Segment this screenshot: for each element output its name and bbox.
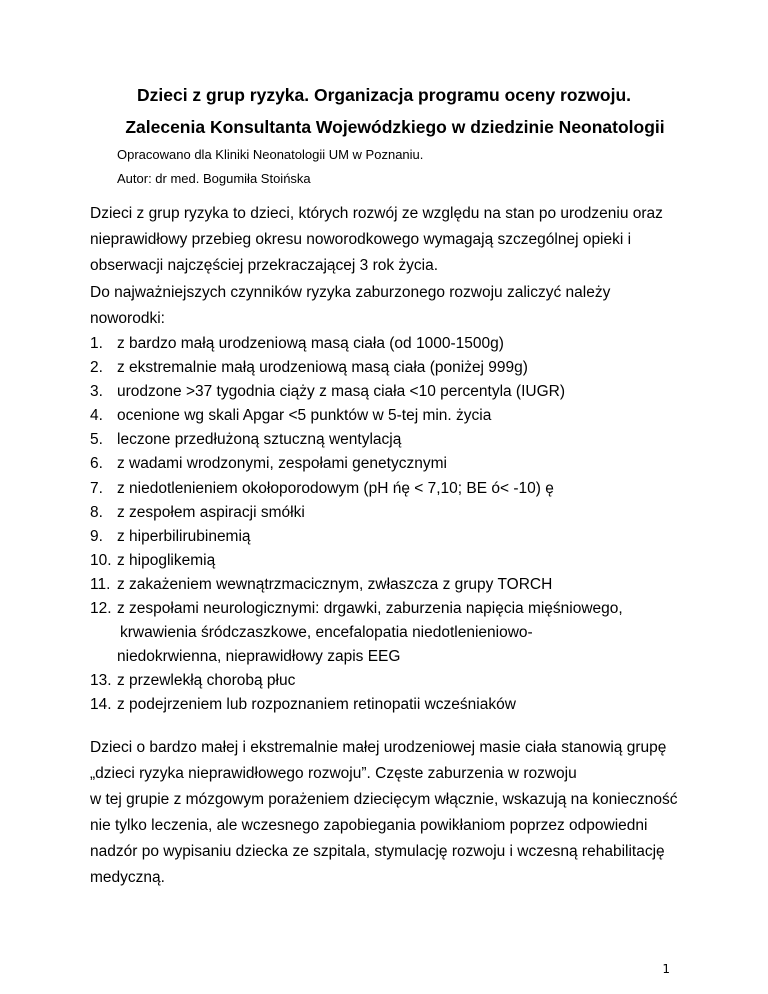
list-item-number: 6. xyxy=(90,455,103,473)
list-item-number: 9. xyxy=(90,527,103,545)
list-item-text: leczone przedłużoną sztuczną wentylacją xyxy=(117,431,402,449)
list-item-number: 3. xyxy=(90,383,103,401)
conclusion-line: nie tylko leczenia, ale wczesnego zapobiegania powikłaniom poprzez odpowiedni xyxy=(90,817,648,834)
list-item-text: z hipoglikemią xyxy=(117,551,216,569)
list-item xyxy=(90,356,690,380)
list-item-text: z ekstremalnie małą urodzeniową masą ciała (poniżej 999g) xyxy=(117,359,528,377)
list-item-number: 2. xyxy=(90,359,103,377)
list-item-number: 5. xyxy=(90,431,103,449)
list-item xyxy=(90,332,690,356)
author-note: Autor: dr med. Bogumiła Stoińska xyxy=(117,171,311,186)
list-item-text: z hiperbilirubinemią xyxy=(117,527,251,545)
list-item-number: 13. xyxy=(90,672,112,690)
list-item-text: urodzone >37 tygodnia ciąży z masą ciała <10 percentyla (IUGR) xyxy=(117,383,566,401)
factors-intro-paragraph xyxy=(90,280,690,332)
list-item-number: 7. xyxy=(90,479,103,497)
list-item xyxy=(90,525,690,549)
list-item-text: z zespołami neurologicznymi: drgawki, zaburzenia napięcia mięśniowego, xyxy=(117,600,623,618)
list-item xyxy=(90,380,690,404)
list-item xyxy=(90,452,690,476)
conclusion-line: medyczną. xyxy=(90,869,165,886)
list-item xyxy=(90,669,690,693)
list-item-number: 10. xyxy=(90,551,112,569)
list-item-text: z zespołem aspiracji smółki xyxy=(117,503,305,521)
intro-line: obserwacji najczęściej przekraczającej 3 rok życia. xyxy=(90,257,439,274)
prepared-for-note: Opracowano dla Kliniki Neonatologii UM w Poznaniu. xyxy=(117,147,424,162)
list-item xyxy=(90,597,690,669)
list-item-text: z niedotlenieniem okołoporodowym (pH ńę < 7,10; BE ó< -10) ę xyxy=(117,479,554,497)
list-item-text: z zakażeniem wewnątrzmacicznym, zwłaszcza z grupy TORCH xyxy=(117,575,553,593)
list-item xyxy=(90,549,690,573)
list-item-text: ocenione wg skali Apgar <5 punktów w 5-tej min. życia xyxy=(117,407,492,425)
list-item-text: z bardzo małą urodzeniową masą ciała (od 1000-1500g) xyxy=(117,335,504,352)
list-item xyxy=(90,693,690,717)
conclusion-line: w tej grupie z mózgowym porażeniem dziecięcym włącznie, wskazują na konieczność xyxy=(90,791,678,808)
list-item-number: 11. xyxy=(90,575,111,593)
list-item-number: 1. xyxy=(90,335,103,352)
document-title-line-2: Zalecenia Konsultanta Wojewódzkiego w dziedzinie Neonatologii xyxy=(125,117,665,137)
page-number: 1 xyxy=(662,962,670,976)
intro-line: nieprawidłowy przebieg okresu noworodkowego wymagają szczególnej opieki i xyxy=(90,231,632,248)
list-item-continuation: niedokrwienna, nieprawidłowy zapis EEG xyxy=(117,648,401,666)
conclusion-line: Dzieci o bardzo małej i ekstremalnie małej urodzeniowej masie ciała stanowią grupę xyxy=(90,739,667,756)
risk-factors-list xyxy=(90,332,690,718)
list-item-continuation: krwawienia śródczaszkowe, encefalopatia niedotlenieniowo- xyxy=(120,624,533,642)
list-item-text: z wadami wrodzonymi, zespołami genetycznymi xyxy=(117,455,447,473)
intro-paragraph xyxy=(90,201,690,279)
list-item xyxy=(90,428,690,452)
intro-line: Dzieci z grup ryzyka to dzieci, których rozwój ze względu na stan po urodzeniu oraz xyxy=(90,205,663,222)
list-item-text: z podejrzeniem lub rozpoznaniem retinopatii wcześniaków xyxy=(117,696,516,714)
factors-intro-line: Do najważniejszych czynników ryzyka zaburzonego rozwoju zaliczyć należy xyxy=(90,284,611,301)
list-item xyxy=(90,501,690,525)
list-item xyxy=(90,404,690,428)
conclusion-line: „dzieci ryzyka nieprawidłowego rozwoju”. Częste zaburzenia w rozwoju xyxy=(90,765,577,782)
document-title-line-1: Dzieci z grup ryzyka. Organizacja programu oceny rozwoju. xyxy=(136,85,632,105)
list-item-text: z przewlekłą chorobą płuc xyxy=(117,672,296,690)
conclusion-line: nadzór po wypisaniu dziecka ze szpitala, stymulację rozwoju i wczesną rehabilitację xyxy=(90,843,665,860)
conclusion-paragraph xyxy=(90,735,690,891)
list-item xyxy=(90,573,690,597)
list-item-number: 8. xyxy=(90,503,103,521)
list-item-number: 4. xyxy=(90,407,103,425)
list-item xyxy=(90,477,690,501)
factors-intro-line: noworodki: xyxy=(90,310,165,327)
list-item-number: 14. xyxy=(90,696,112,714)
list-item-number: 12. xyxy=(90,600,112,618)
